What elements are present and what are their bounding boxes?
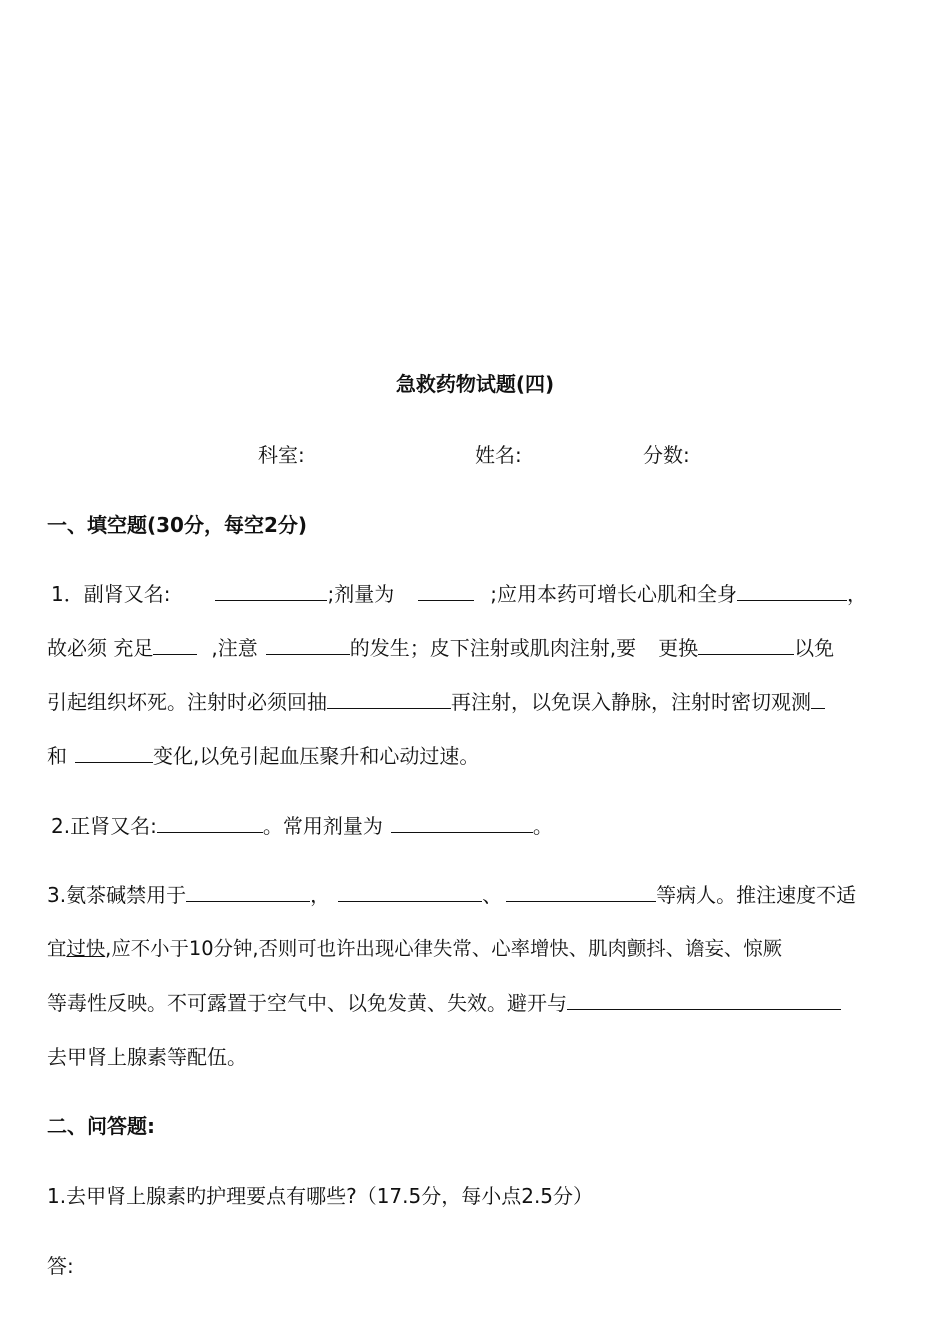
q3-blank-1[interactable] (186, 881, 310, 902)
q1-text-6: ,注意 (211, 636, 258, 660)
q2-text-1: 2.正肾又名: (51, 814, 157, 838)
q1-blank-8[interactable] (811, 688, 825, 709)
name-field-label: 姓名: (475, 443, 522, 467)
q1-blank-4[interactable] (153, 634, 197, 655)
q3-blank-3[interactable] (506, 881, 656, 902)
q1-blank-1[interactable] (215, 580, 327, 601)
q3-text-4: 等病人。推注速度不适 (656, 883, 857, 907)
q1-text-13: 变化,以免引起血压聚升和心动过速。 (153, 744, 480, 768)
section2-heading: 二、问答题: (47, 1114, 155, 1138)
q1-text-10: 引起组织坏死。注射时必须回抽 (47, 690, 327, 714)
q3-line4: 去甲肾上腺素等配伍。 (47, 1045, 247, 1069)
q1-text-11: 再注射，以免误入静脉，注射时密切观测 (451, 690, 811, 714)
q1-text-8: 更换 (658, 636, 699, 660)
q1-text-2: ;剂量为 (327, 582, 395, 606)
q3-text-5b: 过快 (66, 937, 106, 960)
score-field-label: 分数: (643, 443, 690, 467)
q3-text-1: 3.氨茶碱禁用于 (47, 883, 187, 907)
q2-text-2: 。常用剂量为 (262, 814, 383, 838)
document-title: 急救药物试题(四) (395, 372, 555, 396)
q1-text-1: 1．副肾又名: (51, 582, 171, 606)
answer-label: 答: (47, 1254, 74, 1278)
q2-blank-2[interactable] (391, 812, 533, 833)
q1-line4 (47, 742, 479, 770)
q1-blank-9[interactable] (75, 742, 153, 763)
dept-field-label: 科室: (258, 443, 305, 467)
q2-line1 (47, 812, 553, 840)
q3-text-3: 、 (482, 883, 503, 907)
q1-text-3: ;应用本药可增长心肌和全身 (490, 582, 737, 606)
q1-blank-5[interactable] (266, 634, 350, 655)
q2-text-3: 。 (532, 814, 553, 838)
q1-blank-3[interactable] (737, 580, 847, 601)
q1-line1 (47, 580, 867, 608)
q3-text-5c: ,应不小于10分钟,否则可也许出现心律失常、心率增快、肌肉颤抖、谵妄、惊厥 (105, 937, 783, 960)
q1-line3 (47, 688, 825, 716)
q3-text-5a: 宜 (47, 937, 67, 960)
q3-line3 (47, 989, 841, 1017)
q3-text-2: ， (310, 883, 331, 907)
q2-blank-1[interactable] (157, 812, 263, 833)
q3-line2 (47, 935, 782, 963)
q1-text-9: 以免 (794, 636, 835, 660)
q1-line2 (47, 634, 834, 662)
q1-blank-7[interactable] (327, 688, 451, 709)
q3-text-6: 等毒性反映。不可露置于空气中、以免发黄、失效。避开与 (47, 991, 567, 1015)
q3-line1 (47, 881, 856, 909)
q1-text-4: ， (846, 582, 867, 606)
q1-text-7: 的发生；皮下注射或肌肉注射,要 (349, 636, 637, 660)
section2-q1: 1.去甲肾上腺素旳护理要点有哪些?（17.5分，每小点2.5分） (47, 1184, 594, 1208)
q1-text-12: 和 (47, 744, 67, 768)
section1-heading: 一、填空题(30分，每空2分) (47, 513, 308, 537)
q3-blank-2[interactable] (338, 881, 482, 902)
q1-blank-6[interactable] (698, 634, 794, 655)
q3-blank-4[interactable] (567, 989, 841, 1010)
q1-text-5: 故必须 充足 (47, 636, 154, 660)
q1-blank-2[interactable] (418, 580, 474, 601)
